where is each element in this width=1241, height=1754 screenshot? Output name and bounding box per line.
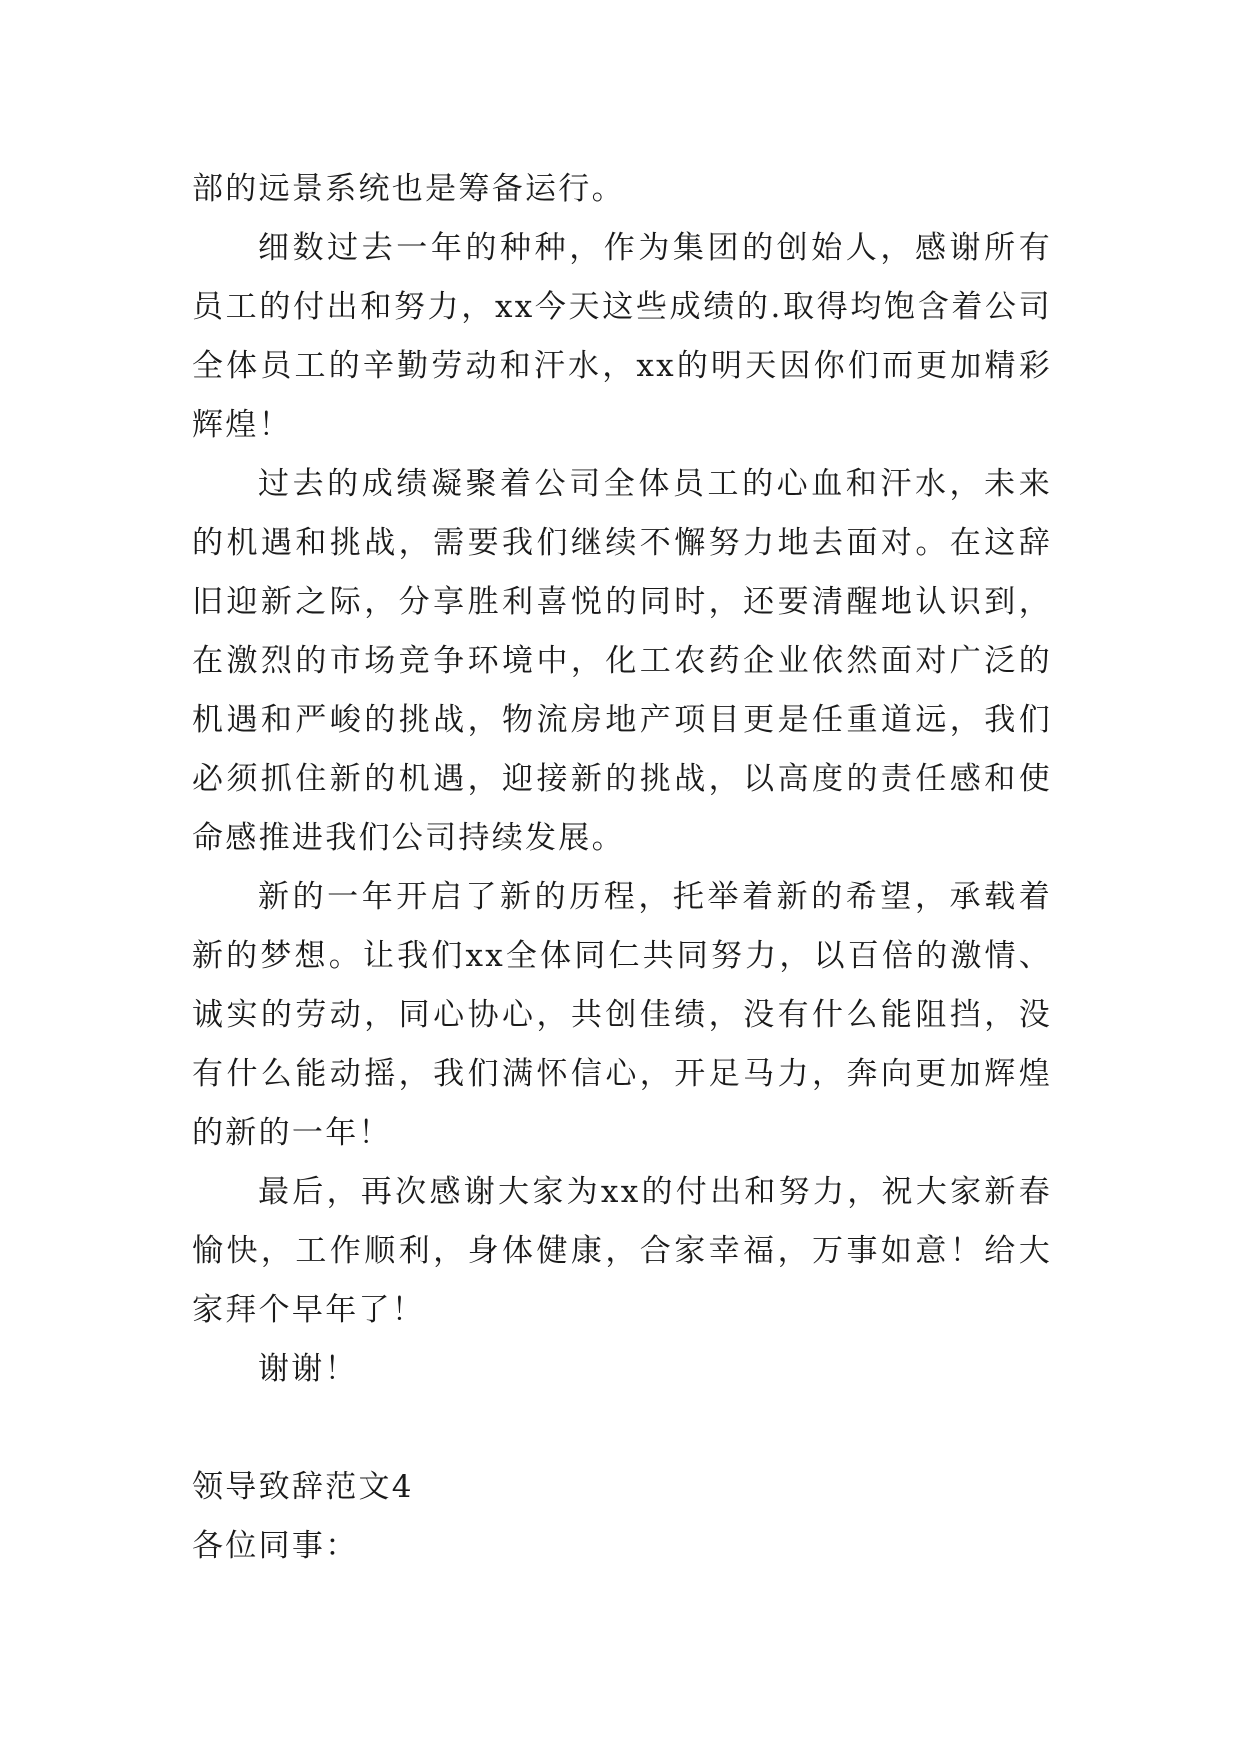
section-gap — [192, 1399, 1052, 1458]
paragraph-thanks-staff: 细数过去一年的种种，作为集团的创始人，感谢所有员工的付出和努力，xx今天这些成绩的.取得均饱含着公司全体员工的辛勤劳动和汗水，xx的明天因你们而更加精彩辉煌！ — [192, 230, 1052, 443]
paragraph-thank-you: 谢谢！ — [258, 1351, 358, 1387]
paragraph-challenges: 过去的成绩凝聚着公司全体员工的心血和汗水，未来的机遇和挑战，需要我们继续不懈努力地去面对。在这辞旧迎新之际，分享胜利喜悦的同时，还要清醒地认识到，在激烈的市场竞争环境中，化工农药企业依然面对广泛的机遇和严峻的挑战，物流房地产项目更是任重道远，我们必须抓住新的机遇，迎接新的挑战，以高度的责任感和使命感推进我们公司持续发展。 — [192, 466, 1052, 856]
paragraph-new-year: 新的一年开启了新的历程，托举着新的希望，承载着新的梦想。让我们xx全体同仁共同努力，以百倍的激情、诚实的劳动，同心协心，共创佳绩，没有什么能阻挡，没有什么能动摇，我们满怀信心，开足马力，奔向更加辉煌的新的一年！ — [192, 879, 1052, 1151]
paragraph-continuation: 部的远景系统也是筹备运行。 — [192, 171, 625, 207]
document-body — [192, 160, 1052, 1576]
section-title: 领导致辞范文4 — [192, 1469, 414, 1505]
salutation: 各位同事： — [192, 1528, 359, 1564]
paragraph-closing-wishes: 最后，再次感谢大家为xx的付出和努力，祝大家新春愉快，工作顺利，身体健康，合家幸福，万事如意！给大家拜个早年了！ — [192, 1174, 1052, 1328]
